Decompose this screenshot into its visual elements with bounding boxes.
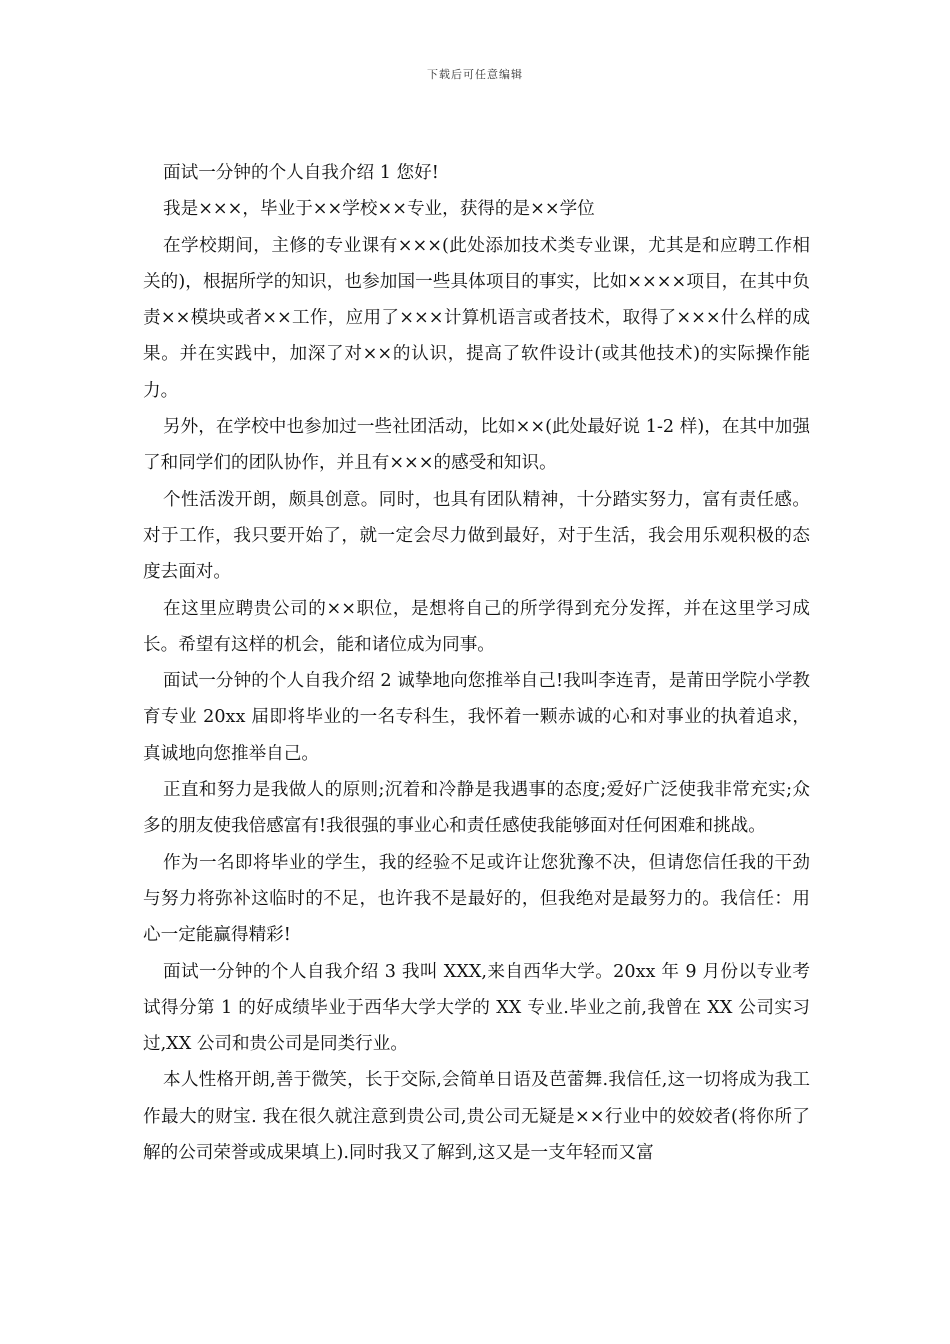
paragraph-intro-3-opening: 面试一分钟的个人自我介绍 3 我叫 XXX,来自西华大学。20xx 年 9 月份以专业考试得分第 1 的好成绩毕业于西华大学大学的 XX 专业.毕业之前,我曾在 XX 公司实习过,XX 公司和贵公司是同类行业。 [143,961,810,1055]
paragraph-intro-1-goal: 在这里应聘贵公司的××职位，是想将自己的所学得到充分发挥，并在这里学习成长。希望有这样的机会，能和诸位成为同事。 [143,598,810,655]
paragraph-intro-1-education: 我是×××，毕业于××学校××专业，获得的是××学位 [163,199,595,220]
paragraph-intro-2-closing: 作为一名即将毕业的学生，我的经验不足或许让您犹豫不决，但请您信任我的干劲与努力将弥补这临时的不足，也许我不是最好的，但我绝对是最努力的。我信任：用心一定能赢得精彩! [143,852,810,946]
document-body [143,155,810,1171]
paragraph-intro-2-opening: 面试一分钟的个人自我介绍 2 诚挚地向您推举自己!我叫李连青，是莆田学院小学教育专业 20xx 届即将毕业的一名专科生，我怀着一颗赤诚的心和对事业的执着追求，真诚地向您推举自己。 [143,671,810,764]
paragraph-intro-1-personality: 个性活泼开朗，颇具创意。同时，也具有团队精神，十分踏实努力，富有责任感。对于工作，我只要开始了，就一定会尽力做到最好，对于生活，我会用乐观积极的态度去面对。 [143,489,810,583]
paragraph-intro-1-school: 在学校期间，主修的专业课有×××(此处添加技术类专业课，尤其是和应聘工作相关的)，根据所学的知识，也参加国一些具体项目的事实，比如××××项目，在其中负责××模块或者××工作，应用了×××计算机语言或者技术，取得了×××什么样的成果。并在实践中，加深了对××的认识，提高了软件设计(或其他技术)的实际操作能力。 [143,235,810,401]
paragraph-intro-2-principles: 正直和努力是我做人的原则;沉着和冷静是我遇事的态度;爱好广泛使我非常充实;众多的朋友使我倍感富有!我很强的事业心和责任感使我能够面对任何困难和挑战。 [143,780,810,837]
paragraph-intro-1-greeting: 面试一分钟的个人自我介绍 1 您好! [163,163,439,183]
paragraph-intro-3-personality: 本人性格开朗,善于微笑，长于交际,会简单日语及芭蕾舞.我信任,这一切将成为我工作最大的财宝. 我在很久就注意到贵公司,贵公司无疑是××行业中的姣姣者(将你所了解的公司荣誉或成果填上).同时我又了解到,这又是一支年轻而又富 [143,1070,810,1164]
header-note: 下载后可任意编辑 [427,68,523,81]
paragraph-intro-1-activities: 另外，在学校中也参加过一些社团活动，比如××(此处最好说 1-2 样)，在其中加强了和同学们的团队协作，并且有×××的感受和知识。 [143,417,810,474]
